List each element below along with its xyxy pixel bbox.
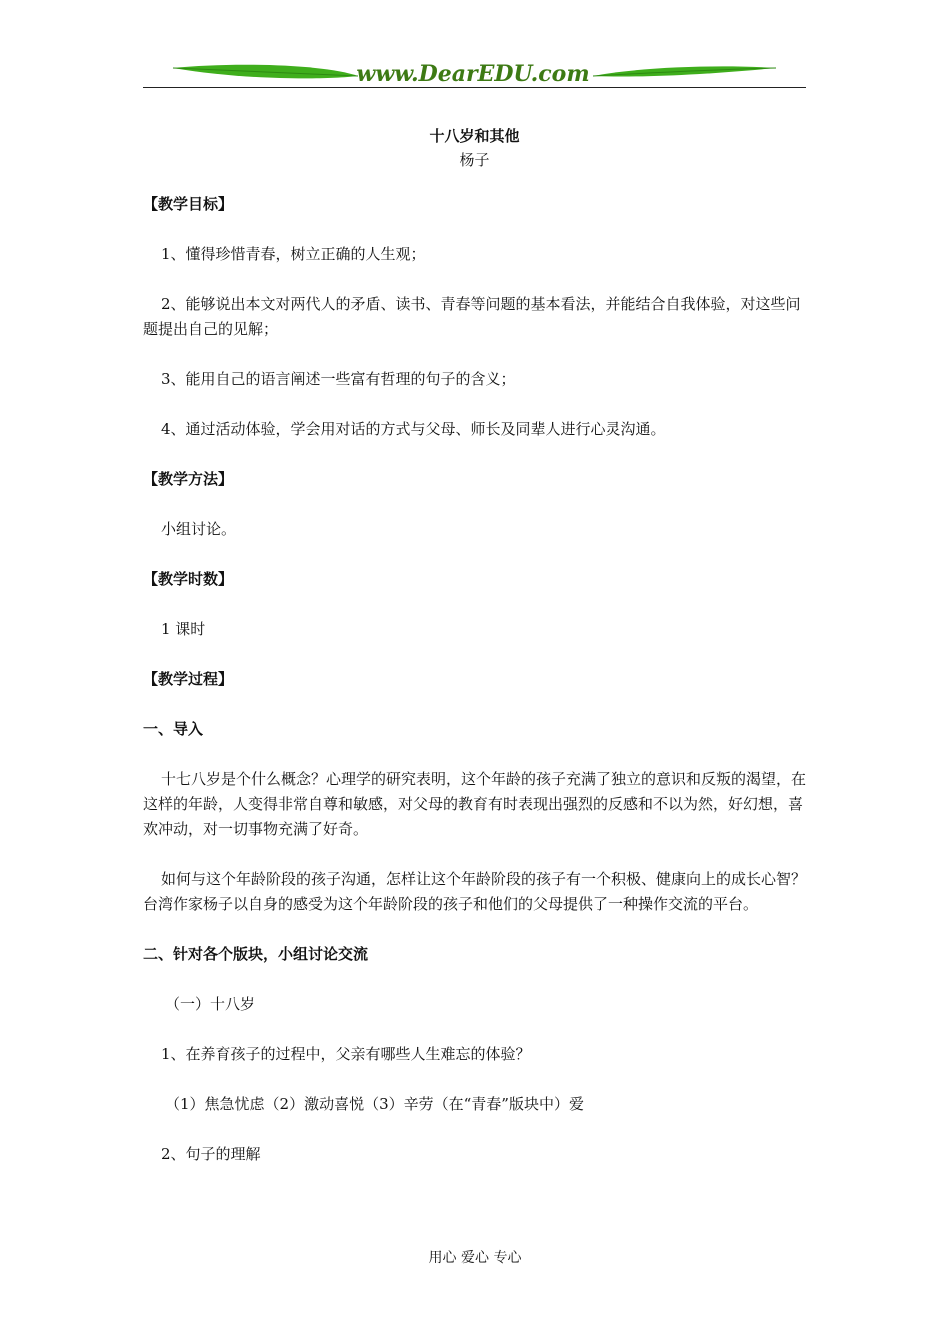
- goal-item: 2、能够说出本文对两代人的矛盾、读书、青春等问题的基本看法，并能结合自我体验，对这些问题提出自己的见解；: [143, 295, 801, 338]
- document-body: [143, 124, 806, 1167]
- part1-heading: 一、导入: [143, 720, 204, 738]
- hours-text: 1 课时: [161, 620, 206, 638]
- answer: （1）焦急忧虑（2）激动喜悦（3）辛劳（在“青春”版块中）爱: [165, 1095, 584, 1113]
- header-divider: [143, 87, 806, 88]
- document-author: 杨子: [459, 151, 490, 169]
- hours-heading: 【教学时数】: [143, 570, 234, 588]
- document-title: 十八岁和其他: [429, 127, 520, 145]
- method-heading: 【教学方法】: [143, 470, 234, 488]
- method-text: 小组讨论。: [161, 520, 237, 538]
- goal-item: 4、通过活动体验，学会用对话的方式与父母、师长及同辈人进行心灵沟通。: [161, 420, 666, 438]
- paragraph: 如何与这个年龄阶段的孩子沟通，怎样让这个年龄阶段的孩子有一个积极、健康向上的成长心智？台湾作家杨子以自身的感受为这个年龄阶段的孩子和他们的父母提供了一种操作交流的平台。: [143, 870, 807, 913]
- goals-heading: 【教学目标】: [143, 195, 234, 213]
- subsection-heading: （一）十八岁: [165, 995, 256, 1013]
- process-heading: 【教学过程】: [143, 670, 234, 688]
- goal-item: 1、懂得珍惜青春，树立正确的人生观；: [161, 245, 426, 263]
- goal-item: 3、能用自己的语言阐述一些富有哲理的句子的含义；: [161, 370, 516, 388]
- page-header: [143, 60, 806, 90]
- paragraph: 十七八岁是个什么概念？心理学的研究表明，这个年龄的孩子充满了独立的意识和反叛的渴望，在这样的年龄，人变得非常自尊和敏感，对父母的教育有时表现出强烈的反感和不以为然，好幻想，喜欢冲动，对一切事物充满了好奇。: [143, 770, 807, 838]
- part2-heading: 二、针对各个版块，小组讨论交流: [143, 945, 369, 963]
- question: 1、在养育孩子的过程中，父亲有哪些人生难忘的体验？: [161, 1045, 531, 1063]
- page-footer: 用心 爱心 专心: [428, 1250, 522, 1266]
- site-logo-text: www.DearEDU.com: [356, 61, 590, 87]
- question: 2、句子的理解: [161, 1145, 261, 1163]
